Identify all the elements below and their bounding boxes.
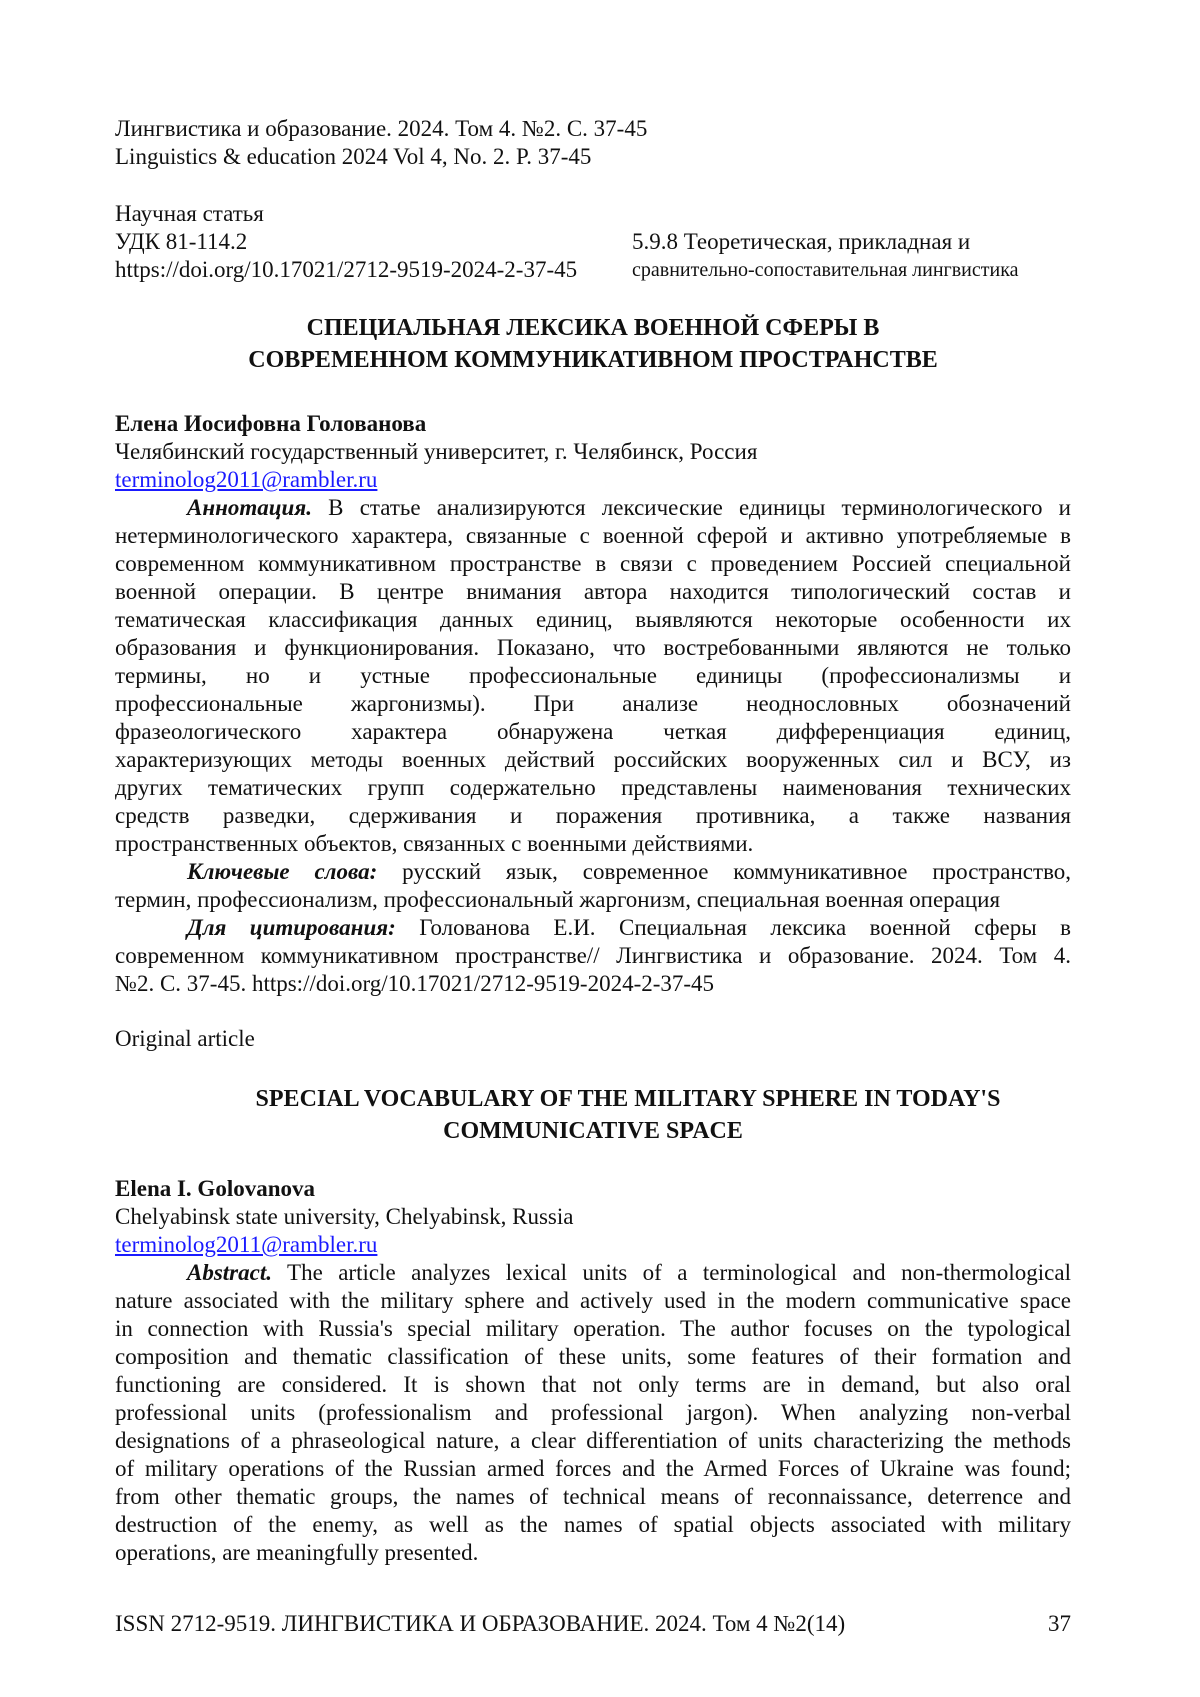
paragraph-lead: Abstract.: [187, 1260, 272, 1285]
paragraph-line: [115, 858, 1071, 886]
paragraph-lead: Аннотация.: [187, 495, 312, 520]
author-block-ru: [115, 410, 1071, 494]
specialty: [632, 228, 1019, 284]
page-number: 37: [1048, 1610, 1071, 1638]
title-line: COMMUNICATIVE SPACE: [115, 1115, 1071, 1147]
abstract-ru: [115, 494, 1071, 858]
paragraph-line: [115, 1427, 1071, 1455]
line-text: нетерминологического характера, связанные с военной сферой и активно употребляемые в: [115, 523, 1071, 548]
line-text: composition and thematic classification of these units, some features of their formation and: [115, 1344, 1071, 1369]
page-title-en: [115, 1083, 1071, 1147]
author-name: Елена Иосифовна Голованова: [115, 410, 1071, 438]
paragraph-line: [115, 1455, 1071, 1483]
line-text: военной операции. В центре внимания автора находится типологический состав и: [115, 579, 1071, 604]
line-text: The article analyzes lexical units of a terminological and non-thermological: [287, 1260, 1071, 1285]
paragraph-line: [115, 634, 1071, 662]
line-text: термин, профессионализм, профессиональный жаргонизм, специальная военная операция: [115, 887, 1000, 912]
line-text: in connection with Russia's special military operation. The author focuses on the typological: [115, 1316, 1071, 1341]
affiliation: Chelyabinsk state university, Chelyabinsk, Russia: [115, 1203, 1071, 1231]
paragraph-line: [115, 1399, 1071, 1427]
journal-header: [115, 115, 1071, 171]
paragraph-line: [115, 774, 1071, 802]
email-link[interactable]: terminolog2011@rambler.ru: [115, 1232, 377, 1257]
paragraph-line: [115, 494, 1071, 522]
keywords-ru: [115, 858, 1071, 914]
paragraph-line: [115, 830, 1071, 858]
paragraph-line: [115, 690, 1071, 718]
paragraph-line: [115, 1259, 1071, 1287]
line-text: средств разведки, сдерживания и поражения противника, а также названия: [115, 803, 1071, 828]
line-text: destruction of the enemy, as well as the names of spatial objects associated with military: [115, 1512, 1071, 1537]
line-text: других тематических групп содержательно представлены наименования технических: [115, 775, 1071, 800]
paragraph-lead: Для цитирования:: [187, 915, 396, 940]
line-text: professional units (professionalism and professional jargon). When analyzing non-verbal: [115, 1400, 1071, 1425]
line-text: современном коммуникативном пространстве// Лингвистика и образование. 2024. Том 4.: [115, 943, 1071, 968]
title-line: СОВРЕМЕННОМ КОММУНИКАТИВНОМ ПРОСТРАНСТВЕ: [115, 344, 1071, 376]
paragraph-line: [115, 1315, 1071, 1343]
article-type-en: [115, 1025, 1071, 1053]
paragraph-line: [115, 578, 1071, 606]
specialty-line2: сравнительно-сопоставительная лингвистика: [632, 256, 1019, 284]
header-ru: Лингвистика и образование. 2024. Том 4. №2. С. 37-45: [115, 115, 1071, 143]
paragraph-line: [115, 914, 1071, 942]
page-footer: [115, 1610, 1071, 1638]
line-text: nature associated with the military sphere and actively used in the modern communicative space: [115, 1288, 1071, 1313]
paragraph-line: [115, 550, 1071, 578]
line-text: operations, are meaningfully presented.: [115, 1540, 478, 1565]
paragraph-line: [115, 1287, 1071, 1315]
footer-journal: ISSN 2712-9519. ЛИНГВИСТИКА И ОБРАЗОВАНИЕ. 2024. Том 4 №2(14): [115, 1610, 1071, 1638]
paragraph-lead: Ключевые слова:: [187, 859, 377, 884]
abstract-en: [115, 1259, 1071, 1567]
paragraph-line: [115, 1511, 1071, 1539]
email-link[interactable]: terminolog2011@rambler.ru: [115, 467, 377, 492]
line-text: образования и функционирования. Показано, что востребованными являются не только: [115, 635, 1071, 660]
paragraph-line: [115, 522, 1071, 550]
paragraph-line: [115, 886, 1071, 914]
article-type-label: Original article: [115, 1025, 1071, 1053]
line-text: характеризующих методы военных действий российских вооруженных сил и ВСУ, из: [115, 747, 1071, 772]
paragraph-line: [115, 1539, 1071, 1567]
citation-ru: [115, 914, 1071, 998]
line-text: фразеологического характера обнаружена четкая дифференциация единиц,: [115, 719, 1071, 744]
line-text: профессиональные жаргонизмы). При анализе неоднословных обозначений: [115, 691, 1071, 716]
page-title-ru: [115, 312, 1071, 376]
affiliation: Челябинский государственный университет, г. Челябинск, Россия: [115, 438, 1071, 466]
paragraph-line: [115, 1371, 1071, 1399]
title-line: СПЕЦИАЛЬНАЯ ЛЕКСИКА ВОЕННОЙ СФЕРЫ В: [115, 312, 1071, 344]
paragraph-line: [115, 746, 1071, 774]
paragraph-line: [115, 802, 1071, 830]
paragraph-line: [115, 970, 1071, 998]
paragraph-line: [115, 1483, 1071, 1511]
header-en: Linguistics & education 2024 Vol 4, No. 2. P. 37-45: [115, 143, 1071, 171]
author-block-en: [115, 1175, 1071, 1259]
line-text: тематическая классификация данных единиц, выявляются некоторые особенности их: [115, 607, 1071, 632]
line-text: современном коммуникативном пространстве в связи с проведением Россией специальной: [115, 551, 1071, 576]
line-text: термины, но и устные профессиональные единицы (профессионализмы и: [115, 663, 1071, 688]
line-text: from other thematic groups, the names of technical means of reconnaissance, deterrence and: [115, 1484, 1071, 1509]
article-type: Научная статья: [115, 200, 1071, 228]
udc: УДК 81-114.2: [115, 228, 1071, 256]
doi: https://doi.org/10.17021/2712-9519-2024-2-37-45: [115, 256, 1071, 284]
title-line: SPECIAL VOCABULARY OF THE MILITARY SPHERE IN TODAY'S: [185, 1083, 1071, 1115]
line-text: №2. С. 37-45. https://doi.org/10.17021/2712-9519-2024-2-37-45: [115, 971, 714, 996]
paragraph-line: [115, 606, 1071, 634]
line-text: of military operations of the Russian armed forces and the Armed Forces of Ukraine was found;: [115, 1456, 1071, 1481]
paragraph-line: [115, 1343, 1071, 1371]
line-text: designations of a phraseological nature, a clear differentiation of units characterizing the methods: [115, 1428, 1071, 1453]
line-text: Голованова Е.И. Специальная лексика военной сферы в: [419, 915, 1071, 940]
line-text: пространственных объектов, связанных с военными действиями.: [115, 831, 753, 856]
paragraph-line: [115, 718, 1071, 746]
line-text: functioning are considered. It is shown that not only terms are in demand, but also oral: [115, 1372, 1071, 1397]
author-name: Elena I. Golovanova: [115, 1175, 1071, 1203]
line-text: русский язык, современное коммуникативное пространство,: [402, 859, 1071, 884]
paragraph-line: [115, 942, 1071, 970]
line-text: В статье анализируются лексические единицы терминологического и: [328, 495, 1071, 520]
paragraph-line: [115, 662, 1071, 690]
specialty-line1: 5.9.8 Теоретическая, прикладная и: [632, 228, 1019, 256]
